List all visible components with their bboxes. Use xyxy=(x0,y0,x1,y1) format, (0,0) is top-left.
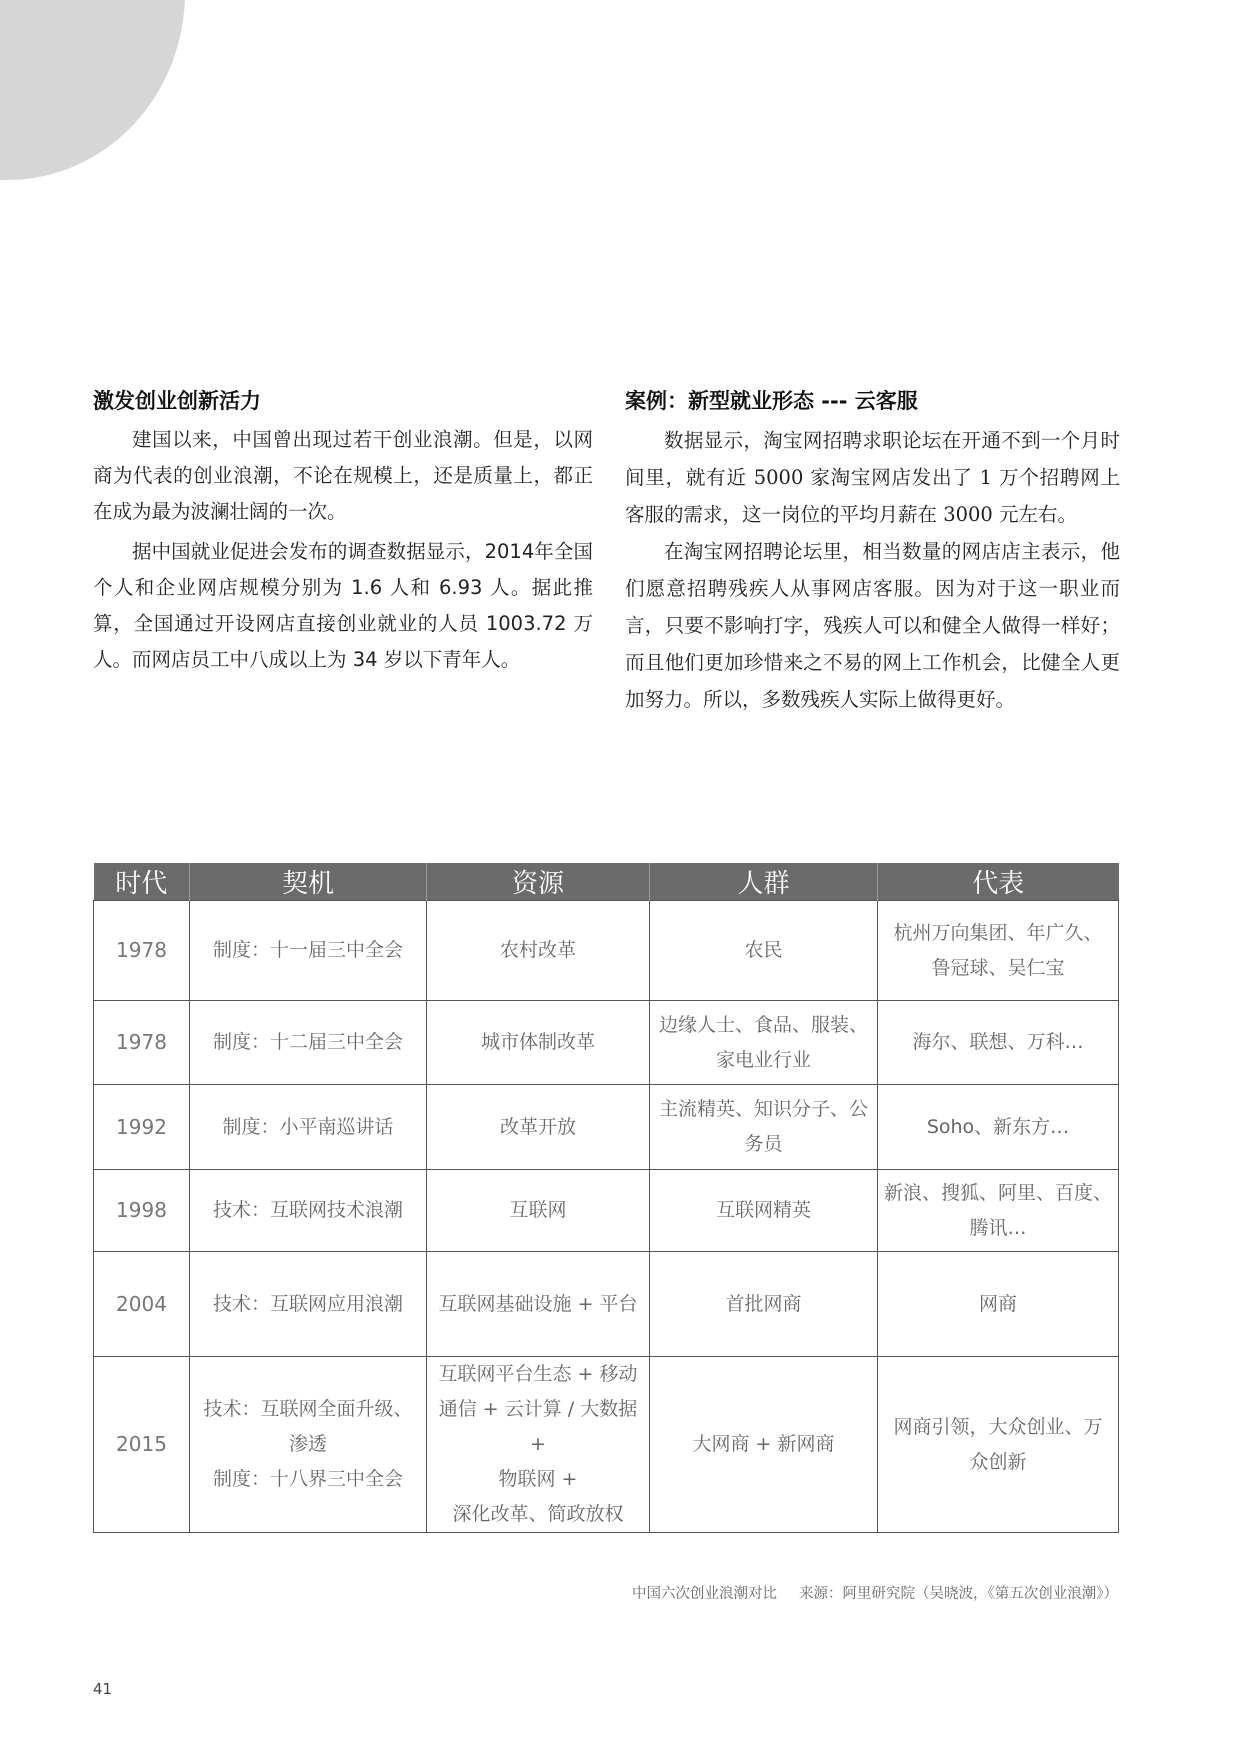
right-article xyxy=(625,384,1120,718)
header-opportunity: 契机 xyxy=(190,863,427,901)
table-cell-era xyxy=(94,1170,190,1252)
cell-line: 首批网商 xyxy=(725,1292,802,1315)
decorative-corner-circle xyxy=(0,0,185,180)
cell-line: 1992 xyxy=(116,1114,167,1139)
table-cell-resource xyxy=(427,901,650,1001)
cell-line: 大网商 + 新网商 xyxy=(692,1433,835,1455)
entrepreneurship-waves-table xyxy=(93,863,1119,1533)
table-row xyxy=(94,1357,1119,1533)
table-row xyxy=(94,901,1119,1001)
cell-line: 物联网 + xyxy=(498,1468,578,1490)
cell-line: 鲁冠球、吴仁宝 xyxy=(931,956,1065,979)
cell-line: 1978 xyxy=(116,938,167,962)
cell-line: 2004 xyxy=(116,1291,167,1316)
table-row xyxy=(94,1085,1119,1170)
table-cell-representatives xyxy=(878,1170,1119,1252)
cell-line: 边缘人士、食品、服装、 xyxy=(658,1013,868,1036)
cell-line: 新浪、搜狐、阿里、百度、 xyxy=(883,1181,1112,1204)
table-cell-people xyxy=(650,1001,878,1085)
right-paragraph-2: 在淘宝网招聘论坛里，相当数量的网店店主表示，他们愿意招聘残疾人从事网店客服。因为对于这一职业而言，只要不影响打字，残疾人可以和健全人做得一样好；而且他们更加珍惜来之不易的网上工作机会，比健全人更加努力。所以，多数残疾人实际上做得更好。 xyxy=(625,540,1120,711)
cell-line: 技术：互联网技术浪潮 xyxy=(212,1199,403,1221)
header-representatives: 代表 xyxy=(878,863,1119,901)
table-cell-opportunity xyxy=(190,1170,427,1252)
cell-line: 腾讯… xyxy=(969,1216,1027,1239)
table-cell-era xyxy=(94,901,190,1001)
table-row xyxy=(94,1170,1119,1252)
table-cell-era xyxy=(94,1001,190,1085)
table-cell-era xyxy=(94,1357,190,1533)
table-cell-opportunity xyxy=(190,1357,427,1533)
cell-line: 改革开放 xyxy=(499,1115,576,1138)
table-cell-opportunity xyxy=(190,901,427,1001)
table-cell-people xyxy=(650,1252,878,1357)
table-cell-resource xyxy=(427,1001,650,1085)
table-cell-resource xyxy=(427,1252,650,1357)
cell-line: 众创新 xyxy=(969,1450,1027,1473)
left-paragraph-1: 建国以来，中国曾出现过若干创业浪潮。但是，以网商为代表的创业浪潮，不论在规模上，还是质量上，都正在成为最为波澜壮阔的一次。 xyxy=(93,428,593,523)
cell-line: 农民 xyxy=(744,939,783,961)
cell-line: 制度：十一届三中全会 xyxy=(212,939,403,961)
cell-line: 互联网平台生态 + 移动 xyxy=(438,1363,638,1385)
table-cell-opportunity xyxy=(190,1001,427,1085)
cell-line: 杭州万向集团、年广久、 xyxy=(893,921,1103,944)
table-cell-representatives xyxy=(878,1357,1119,1533)
cell-line: 技术：互联网应用浪潮 xyxy=(212,1292,403,1315)
cell-line: 通信 + 云计算 / 大数据 + xyxy=(438,1398,638,1455)
cell-line: 制度：十二届三中全会 xyxy=(212,1031,403,1053)
cell-line: 农村改革 xyxy=(499,939,576,961)
header-era: 时代 xyxy=(94,863,190,901)
cell-line: 制度：十八界三中全会 xyxy=(212,1468,403,1490)
cell-line: 1998 xyxy=(116,1198,167,1222)
table-cell-opportunity xyxy=(190,1085,427,1170)
cell-line: 互联网 xyxy=(509,1199,567,1221)
page-number: 41 xyxy=(93,1680,113,1698)
table-cell-resource xyxy=(427,1357,650,1533)
cell-line: 城市体制改革 xyxy=(480,1031,595,1053)
right-paragraph-1: 数据显示，淘宝网招聘求职论坛在开通不到一个月时间里，就有近 5000 家淘宝网店发出了 1 万个招聘网上客服的需求，这一岗位的平均月薪在 3000 元左右。 xyxy=(625,429,1120,526)
cell-line: 渗透 xyxy=(288,1433,327,1455)
table-cell-people xyxy=(650,901,878,1001)
table-cell-representatives xyxy=(878,1252,1119,1357)
cell-line: 互联网基础设施 + 平台 xyxy=(438,1292,638,1315)
table-cell-people xyxy=(650,1170,878,1252)
table-cell-people xyxy=(650,1085,878,1170)
table-cell-representatives xyxy=(878,1001,1119,1085)
cell-line: 1978 xyxy=(116,1030,167,1054)
right-section-title: 案例：新型就业形态 --- 云客服 xyxy=(625,389,918,413)
table-cell-resource xyxy=(427,1085,650,1170)
table-row xyxy=(94,1001,1119,1085)
cell-line: 技术：互联网全面升级、 xyxy=(203,1398,413,1420)
left-section-title: 激发创业创新活力 xyxy=(93,389,261,413)
cell-line: 务员 xyxy=(744,1133,783,1155)
cell-line: 制度：小平南巡讲话 xyxy=(222,1115,394,1138)
cell-line: 深化改革、简政放权 xyxy=(452,1503,624,1525)
caption-source: 来源：阿里研究院（吴晓波，《第五次创业浪潮》） xyxy=(799,1586,1118,1602)
table-cell-era xyxy=(94,1085,190,1170)
left-article xyxy=(93,384,593,678)
cell-line: 主流精英、知识分子、公 xyxy=(658,1098,868,1120)
cell-line: 网商 xyxy=(978,1292,1017,1315)
table-caption xyxy=(618,1582,1118,1603)
cell-line: 2015 xyxy=(116,1432,167,1456)
cell-line: 网商引领，大众创业、万 xyxy=(893,1415,1103,1438)
table-row xyxy=(94,1252,1119,1357)
header-resource: 资源 xyxy=(427,863,650,901)
table-cell-representatives xyxy=(878,901,1119,1001)
table-header-row xyxy=(94,863,1119,901)
cell-line: 互联网精英 xyxy=(715,1199,811,1221)
header-people: 人群 xyxy=(650,863,878,901)
table-cell-people xyxy=(650,1357,878,1533)
table-cell-opportunity xyxy=(190,1252,427,1357)
caption-title: 中国六次创业浪潮对比 xyxy=(632,1586,777,1602)
left-paragraph-2: 据中国就业促进会发布的调查数据显示，2014年全国个人和企业网店规模分别为 1.6 人和 6.93 人。据此推算，全国通过开设网店直接创业就业的人员 1003.72 万人。而网店员工中八成以上为 34 岁以下青年人。 xyxy=(93,540,593,671)
cell-line: 家电业行业 xyxy=(715,1048,811,1071)
table-cell-resource xyxy=(427,1170,650,1252)
table-cell-representatives xyxy=(878,1085,1119,1170)
cell-line: Soho、新东方… xyxy=(926,1115,1070,1138)
table-cell-era xyxy=(94,1252,190,1357)
cell-line: 海尔、联想、万科… xyxy=(912,1031,1084,1053)
